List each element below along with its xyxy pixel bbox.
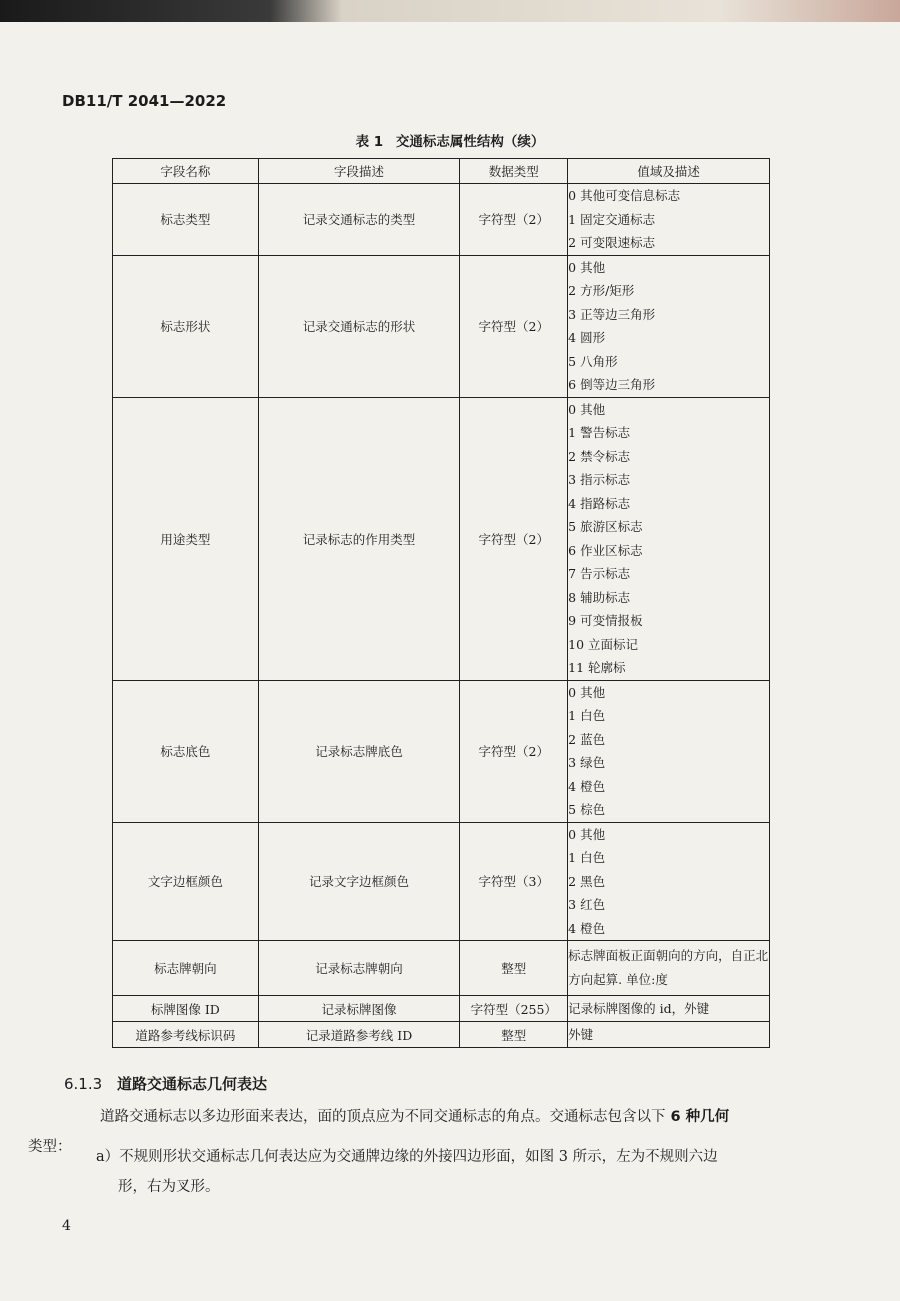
value-item: 3 指示标志 — [568, 472, 631, 487]
table-header-row — [113, 159, 770, 184]
value-item: 1 警告标志 — [568, 425, 631, 440]
value-item: 3 正等边三角形 — [568, 306, 656, 322]
table-row — [113, 1022, 770, 1048]
value-item: 7 告示标志 — [568, 566, 631, 581]
value-item: 9 可变情报板 — [568, 613, 643, 628]
section-heading — [64, 1073, 267, 1094]
table-row — [113, 184, 770, 256]
field-name-cell: 标牌图像 ID — [113, 996, 259, 1022]
value-item: 4 橙色 — [568, 920, 606, 936]
field-name-cell: 标志类型 — [113, 184, 259, 256]
field-name-cell: 用途类型 — [113, 397, 259, 680]
value-item: 5 八角形 — [568, 353, 618, 369]
list-item-line: 形，右为叉形。 — [118, 1179, 220, 1195]
field-desc-cell: 记录文字边框颜色 — [258, 822, 460, 941]
field-name-cell: 标志形状 — [113, 255, 259, 397]
value-item: 6 倒等边三角形 — [568, 377, 656, 392]
value-item: 6 作业区标志 — [568, 542, 643, 558]
value-item: 1 白色 — [568, 850, 606, 865]
data-type-cell: 整型 — [460, 1022, 568, 1048]
value-item: 8 辅助标志 — [568, 589, 631, 605]
value-domain-cell — [568, 822, 770, 941]
table-title-label: 表 1 — [355, 134, 384, 150]
field-desc-cell: 记录标志的作用类型 — [258, 397, 460, 680]
table-row — [113, 941, 770, 996]
field-name-cell: 标志底色 — [113, 680, 259, 822]
value-domain-cell: 标志牌面板正面朝向的方向，自正北方向起算. 单位:度 — [568, 941, 770, 996]
value-item: 10 立面标记 — [568, 636, 639, 652]
data-type-cell: 整型 — [460, 941, 568, 996]
table-row — [113, 255, 770, 397]
value-item: 1 白色 — [568, 708, 606, 723]
column-header: 数据类型 — [460, 159, 568, 184]
field-desc-cell: 记录交通标志的类型 — [258, 184, 460, 256]
column-header: 字段名称 — [113, 159, 259, 184]
value-item: 4 圆形 — [568, 330, 606, 345]
table-title-text: 交通标志属性结构（续） — [395, 134, 545, 150]
column-header: 字段描述 — [258, 159, 460, 184]
page-number: 4 — [62, 1218, 71, 1234]
field-name-cell: 道路参考线标识码 — [113, 1022, 259, 1048]
data-type-cell: 字符型（2） — [460, 184, 568, 256]
field-desc-cell: 记录道路参考线 ID — [258, 1022, 460, 1048]
data-type-cell: 字符型（255） — [460, 996, 568, 1022]
value-item: 2 方形/矩形 — [568, 283, 635, 298]
value-domain-cell — [568, 680, 770, 822]
value-item: 4 橙色 — [568, 778, 606, 794]
field-desc-cell: 记录交通标志的形状 — [258, 255, 460, 397]
column-header: 值域及描述 — [568, 159, 770, 184]
value-item: 0 其他可变信息标志 — [568, 188, 681, 203]
data-type-cell: 字符型（3） — [460, 822, 568, 941]
value-item: 0 其他 — [568, 684, 606, 700]
value-item: 5 棕色 — [568, 802, 606, 817]
value-item: 11 轮廓标 — [568, 660, 626, 675]
value-item: 2 蓝色 — [568, 731, 606, 747]
value-item: 2 可变限速标志 — [568, 235, 656, 250]
value-domain-cell — [568, 255, 770, 397]
list-item — [96, 1142, 796, 1202]
field-desc-cell: 记录标志牌底色 — [258, 680, 460, 822]
attribute-table — [112, 158, 770, 1048]
value-item: 0 其他 — [568, 401, 606, 417]
table-row — [113, 397, 770, 680]
value-item: 2 禁令标志 — [568, 448, 631, 464]
value-item: 2 黑色 — [568, 873, 606, 889]
value-item: 0 其他 — [568, 826, 606, 842]
field-name-cell: 文字边框颜色 — [113, 822, 259, 941]
value-domain-cell — [568, 184, 770, 256]
data-type-cell: 字符型（2） — [460, 255, 568, 397]
section-title: 道路交通标志几何表达 — [116, 1075, 267, 1093]
value-domain-cell: 外键 — [568, 1022, 770, 1048]
document-id: DB11/T 2041—2022 — [62, 92, 227, 110]
value-domain-cell: 记录标牌图像的 id，外键 — [568, 996, 770, 1022]
value-item: 4 指路标志 — [568, 495, 631, 511]
section-number: 6.1.3 — [64, 1075, 103, 1093]
value-item: 1 固定交通标志 — [568, 211, 656, 227]
value-domain-cell — [568, 397, 770, 680]
list-item-line: a）不规则形状交通标志几何表达应为交通牌边缘的外接四边形面，如图 3 所示，左为不规则六边 — [96, 1149, 718, 1165]
data-type-cell: 字符型（2） — [460, 397, 568, 680]
value-item: 5 旅游区标志 — [568, 519, 643, 534]
field-desc-cell: 记录标志牌朝向 — [258, 941, 460, 996]
field-desc-cell: 记录标牌图像 — [258, 996, 460, 1022]
paragraph-text-continued: 类型： — [28, 1139, 72, 1155]
data-type-cell: 字符型（2） — [460, 680, 568, 822]
table-title — [0, 130, 900, 150]
field-name-cell: 标志牌朝向 — [113, 941, 259, 996]
table-row — [113, 996, 770, 1022]
value-item: 3 绿色 — [568, 755, 606, 770]
paragraph-bold-text: 6 种几何 — [665, 1109, 730, 1125]
paragraph-text: 道路交通标志以多边形面来表达，面的顶点应为不同交通标志的角点。交通标志包含以下 — [100, 1109, 666, 1125]
table-row — [113, 822, 770, 941]
value-item: 3 红色 — [568, 897, 606, 912]
photo-edge — [0, 0, 900, 22]
table-row — [113, 680, 770, 822]
value-item: 0 其他 — [568, 259, 606, 275]
